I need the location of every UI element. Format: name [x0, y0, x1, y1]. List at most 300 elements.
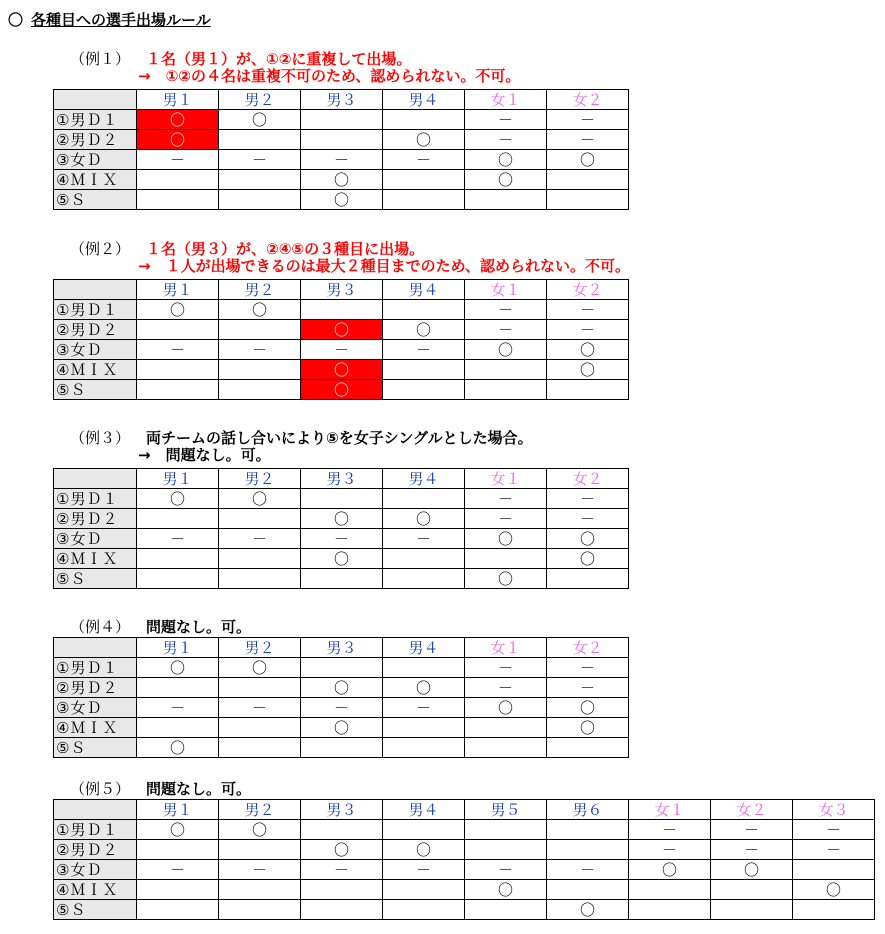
column-header: 男３: [301, 90, 383, 110]
column-header: 男４: [383, 638, 465, 658]
dash-mark: －: [333, 698, 349, 717]
table-cell: [383, 860, 465, 880]
dash-mark: －: [497, 678, 513, 697]
table-cell: [219, 820, 301, 840]
table-cell: [137, 529, 219, 549]
column-header: 男２: [219, 800, 301, 820]
table-cell: [219, 718, 301, 738]
column-header: 男４: [383, 90, 465, 110]
column-header: 男１: [137, 638, 219, 658]
table-row: [54, 738, 629, 758]
column-header: 男１: [137, 800, 219, 820]
dash-mark: －: [579, 130, 595, 149]
table-cell: [383, 150, 465, 170]
dash-mark: －: [251, 698, 267, 717]
table-cell: [137, 110, 219, 130]
table-cell: [219, 340, 301, 360]
example-label: （例５）: [70, 780, 131, 798]
table-cell: [629, 820, 711, 840]
example-heading: [70, 51, 411, 68]
table-cell: [547, 569, 629, 589]
circle-mark: 〇: [579, 718, 595, 737]
dash-mark: －: [251, 529, 267, 548]
table-row: [54, 820, 875, 840]
circle-mark: 〇: [497, 569, 513, 588]
example-heading: [70, 430, 533, 447]
table-cell: [219, 489, 301, 509]
table-cell: [137, 658, 219, 678]
table-row: [54, 509, 629, 529]
circle-mark: 〇: [333, 509, 349, 528]
table-cell: [465, 130, 547, 150]
table-cell: [219, 880, 301, 900]
table-header-row: [54, 800, 875, 820]
table-cell: [137, 150, 219, 170]
table-cell: [137, 569, 219, 589]
table-cell: [547, 860, 629, 880]
circle-mark: 〇: [579, 698, 595, 717]
dash-mark: －: [169, 529, 185, 548]
table-cell: [547, 880, 629, 900]
table-cell: [547, 529, 629, 549]
dash-mark: －: [333, 860, 349, 879]
dash-mark: －: [825, 840, 841, 859]
table-cell: [383, 840, 465, 860]
table-cell: [219, 860, 301, 880]
column-header: 女１: [465, 469, 547, 489]
dash-mark: －: [333, 340, 349, 359]
table-row: [54, 360, 629, 380]
table-cell: [547, 678, 629, 698]
table-cell: [629, 840, 711, 860]
row-label: ⑤Ｓ: [54, 900, 137, 920]
dash-mark: －: [251, 150, 267, 169]
example-heading: [70, 619, 251, 636]
circle-mark: 〇: [497, 150, 513, 169]
column-header: 男１: [137, 469, 219, 489]
table-row: [54, 300, 629, 320]
row-label: ②男Ｄ２: [54, 320, 137, 340]
table-cell: [301, 820, 383, 840]
dash-mark: －: [579, 509, 595, 528]
table-cell: [137, 718, 219, 738]
table-row: [54, 340, 629, 360]
table-cell: [383, 698, 465, 718]
table-row: [54, 529, 629, 549]
row-label: ②男Ｄ２: [54, 509, 137, 529]
dash-mark: －: [497, 509, 513, 528]
circle-mark: 〇: [251, 110, 267, 129]
table-cell: [219, 380, 301, 400]
table-cell: [793, 880, 875, 900]
circle-mark: 〇: [415, 840, 431, 859]
row-label: ②男Ｄ２: [54, 130, 137, 150]
row-label: ⑤Ｓ: [54, 738, 137, 758]
dash-mark: －: [743, 820, 759, 839]
dash-mark: －: [497, 860, 513, 879]
row-label: ③女Ｄ: [54, 150, 137, 170]
table-cell: [465, 738, 547, 758]
example-label: （例２）: [70, 240, 131, 258]
column-header: 男２: [219, 469, 301, 489]
table-cell: [629, 880, 711, 900]
table-cell: [547, 110, 629, 130]
table-cell: [711, 820, 793, 840]
table-cell: [301, 738, 383, 758]
table-cell: [219, 738, 301, 758]
table-cell: [465, 529, 547, 549]
circle-mark: 〇: [415, 130, 431, 149]
circle-mark: 〇: [169, 658, 185, 677]
table-cell: [547, 170, 629, 190]
table-cell: [465, 190, 547, 210]
table-cell: [383, 529, 465, 549]
table-cell: [219, 320, 301, 340]
column-header: 男２: [219, 280, 301, 300]
table-cell: [547, 150, 629, 170]
table-corner: [54, 800, 137, 820]
table-row: [54, 150, 629, 170]
circle-mark-icon: 〇: [8, 11, 24, 29]
table-cell: [383, 738, 465, 758]
dash-mark: －: [415, 698, 431, 717]
column-header: 男２: [219, 638, 301, 658]
column-header: 男３: [301, 280, 383, 300]
dash-mark: －: [415, 150, 431, 169]
table-cell: [137, 340, 219, 360]
table-header-row: [54, 638, 629, 658]
circle-mark: 〇: [333, 380, 349, 399]
table-row: [54, 170, 629, 190]
table-header-row: [54, 469, 629, 489]
circle-mark: 〇: [497, 170, 513, 189]
dash-mark: －: [497, 110, 513, 129]
row-label: ③女Ｄ: [54, 698, 137, 718]
example-description: １名（男３）が、②④⑤の３種目に出場。: [146, 240, 425, 258]
table-cell: [465, 820, 547, 840]
table-cell: [301, 380, 383, 400]
table-cell: [301, 718, 383, 738]
dash-mark: －: [661, 820, 677, 839]
table-cell: [465, 509, 547, 529]
table-cell: [137, 880, 219, 900]
circle-mark: 〇: [251, 489, 267, 508]
circle-mark: 〇: [661, 860, 677, 879]
circle-mark: 〇: [415, 678, 431, 697]
column-header: 男２: [219, 90, 301, 110]
table-cell: [383, 130, 465, 150]
example-label: （例１）: [70, 50, 131, 68]
table-cell: [547, 130, 629, 150]
table-cell: [383, 320, 465, 340]
table-cell: [301, 170, 383, 190]
dash-mark: －: [169, 340, 185, 359]
row-label: ③女Ｄ: [54, 340, 137, 360]
page-title-text: 各種目への選手出場ルール: [31, 11, 211, 29]
example-description: 問題なし。可。: [146, 618, 252, 636]
table-cell: [465, 658, 547, 678]
lineup-table: [53, 637, 629, 758]
table-cell: [219, 190, 301, 210]
table-header-row: [54, 280, 629, 300]
table-cell: [465, 170, 547, 190]
example-description: １名（男１）が、①②に重複して出場。: [146, 50, 412, 68]
circle-mark: 〇: [333, 170, 349, 189]
table-cell: [137, 820, 219, 840]
circle-mark: 〇: [251, 300, 267, 319]
table-cell: [383, 489, 465, 509]
table-cell: [301, 658, 383, 678]
table-cell: [219, 549, 301, 569]
dash-mark: －: [497, 130, 513, 149]
table-cell: [383, 900, 465, 920]
table-cell: [629, 900, 711, 920]
page-title: [8, 9, 211, 30]
table-row: [54, 380, 629, 400]
table-cell: [219, 360, 301, 380]
dash-mark: －: [579, 489, 595, 508]
circle-mark: 〇: [333, 678, 349, 697]
circle-mark: 〇: [169, 820, 185, 839]
row-label: ⑤Ｓ: [54, 380, 137, 400]
table-cell: [137, 860, 219, 880]
table-cell: [547, 820, 629, 840]
circle-mark: 〇: [333, 840, 349, 859]
table-row: [54, 860, 875, 880]
table-corner: [54, 469, 137, 489]
table-cell: [547, 320, 629, 340]
dash-mark: －: [415, 340, 431, 359]
table-cell: [465, 320, 547, 340]
table-cell: [547, 549, 629, 569]
table-cell: [383, 170, 465, 190]
circle-mark: 〇: [251, 820, 267, 839]
row-label: ①男Ｄ１: [54, 658, 137, 678]
table-cell: [137, 509, 219, 529]
table-cell: [301, 860, 383, 880]
example-description: 問題なし。可。: [146, 780, 252, 798]
table-cell: [547, 840, 629, 860]
circle-mark: 〇: [415, 320, 431, 339]
column-header: 女１: [629, 800, 711, 820]
table-row: [54, 190, 629, 210]
table-cell: [383, 549, 465, 569]
table-cell: [137, 130, 219, 150]
column-header: 女２: [711, 800, 793, 820]
table-cell: [465, 718, 547, 738]
circle-mark: 〇: [333, 549, 349, 568]
table-cell: [465, 678, 547, 698]
circle-mark: 〇: [169, 110, 185, 129]
circle-mark: 〇: [579, 549, 595, 568]
circle-mark: 〇: [497, 698, 513, 717]
example-conclusion: → １人が出場できるのは最大２種目までのため、認められない。不可。: [138, 257, 630, 275]
table-cell: [219, 698, 301, 718]
dash-mark: －: [661, 840, 677, 859]
dash-mark: －: [579, 860, 595, 879]
table-cell: [547, 360, 629, 380]
column-header: 女２: [547, 469, 629, 489]
circle-mark: 〇: [169, 300, 185, 319]
dash-mark: －: [579, 110, 595, 129]
lineup-table: [53, 799, 875, 920]
example-conclusion: → 問題なし。可。: [138, 446, 271, 464]
table-cell: [137, 300, 219, 320]
table-cell: [383, 509, 465, 529]
column-header: 男１: [137, 90, 219, 110]
table-row: [54, 718, 629, 738]
table-cell: [465, 698, 547, 718]
example-label: （例３）: [70, 429, 131, 447]
row-label: ②男Ｄ２: [54, 840, 137, 860]
table-cell: [465, 549, 547, 569]
row-label: ④ＭＩＸ: [54, 549, 137, 569]
table-row: [54, 110, 629, 130]
dash-mark: －: [169, 860, 185, 879]
circle-mark: 〇: [579, 340, 595, 359]
dash-mark: －: [825, 820, 841, 839]
column-header: 男４: [383, 469, 465, 489]
column-header: 男４: [383, 280, 465, 300]
circle-mark: 〇: [251, 658, 267, 677]
dash-mark: －: [415, 529, 431, 548]
row-label: ④ＭＩＸ: [54, 360, 137, 380]
circle-mark: 〇: [333, 360, 349, 379]
table-cell: [219, 529, 301, 549]
table-cell: [547, 489, 629, 509]
circle-mark: 〇: [333, 190, 349, 209]
table-cell: [465, 340, 547, 360]
dash-mark: －: [579, 300, 595, 319]
row-label: ①男Ｄ１: [54, 110, 137, 130]
column-header: 女１: [465, 280, 547, 300]
table-cell: [547, 698, 629, 718]
table-cell: [465, 900, 547, 920]
table-cell: [383, 678, 465, 698]
example-heading: [70, 241, 424, 258]
table-cell: [793, 840, 875, 860]
table-cell: [547, 658, 629, 678]
example-label: （例４）: [70, 618, 131, 636]
lineup-table: [53, 89, 629, 210]
table-cell: [547, 900, 629, 920]
dash-mark: －: [333, 529, 349, 548]
table-cell: [137, 738, 219, 758]
table-cell: [301, 190, 383, 210]
table-cell: [383, 110, 465, 130]
table-cell: [465, 150, 547, 170]
table-cell: [465, 380, 547, 400]
column-header: 男１: [137, 280, 219, 300]
dash-mark: －: [497, 320, 513, 339]
dash-mark: －: [497, 658, 513, 677]
table-cell: [383, 340, 465, 360]
table-row: [54, 320, 629, 340]
table-cell: [301, 509, 383, 529]
column-header: 女１: [465, 90, 547, 110]
table-cell: [383, 360, 465, 380]
circle-mark: 〇: [333, 718, 349, 737]
table-cell: [547, 738, 629, 758]
circle-mark: 〇: [169, 738, 185, 757]
table-cell: [465, 569, 547, 589]
table-cell: [301, 880, 383, 900]
dash-mark: －: [497, 489, 513, 508]
table-cell: [137, 320, 219, 340]
table-row: [54, 880, 875, 900]
table-corner: [54, 90, 137, 110]
table-cell: [711, 840, 793, 860]
column-header: 女３: [793, 800, 875, 820]
circle-mark: 〇: [579, 529, 595, 548]
table-cell: [301, 569, 383, 589]
example-conclusion: → ①②の４名は重複不可のため、認められない。不可。: [138, 67, 521, 85]
row-label: ⑤Ｓ: [54, 190, 137, 210]
column-header: 男３: [301, 638, 383, 658]
circle-mark: 〇: [743, 860, 759, 879]
column-header: 男５: [465, 800, 547, 820]
table-cell: [547, 718, 629, 738]
table-cell: [383, 820, 465, 840]
table-cell: [465, 489, 547, 509]
row-label: ②男Ｄ２: [54, 678, 137, 698]
column-header: 女２: [547, 638, 629, 658]
table-row: [54, 840, 875, 860]
table-cell: [711, 860, 793, 880]
table-cell: [301, 110, 383, 130]
table-cell: [137, 170, 219, 190]
table-cell: [137, 489, 219, 509]
column-header: 男６: [547, 800, 629, 820]
table-cell: [219, 678, 301, 698]
table-cell: [547, 190, 629, 210]
table-cell: [547, 340, 629, 360]
table-corner: [54, 280, 137, 300]
table-cell: [301, 340, 383, 360]
column-header: 男３: [301, 800, 383, 820]
table-cell: [383, 880, 465, 900]
circle-mark: 〇: [579, 150, 595, 169]
table-cell: [301, 900, 383, 920]
table-cell: [219, 170, 301, 190]
table-cell: [219, 658, 301, 678]
circle-mark: 〇: [497, 340, 513, 359]
table-cell: [711, 900, 793, 920]
table-cell: [793, 860, 875, 880]
circle-mark: 〇: [497, 880, 513, 899]
table-row: [54, 569, 629, 589]
table-cell: [137, 900, 219, 920]
table-cell: [547, 509, 629, 529]
dash-mark: －: [251, 340, 267, 359]
table-cell: [301, 698, 383, 718]
circle-mark: 〇: [333, 320, 349, 339]
table-cell: [219, 509, 301, 529]
table-cell: [301, 320, 383, 340]
table-cell: [465, 840, 547, 860]
table-cell: [383, 569, 465, 589]
dash-mark: －: [251, 860, 267, 879]
table-cell: [301, 360, 383, 380]
column-header: 女２: [547, 90, 629, 110]
table-cell: [219, 840, 301, 860]
table-cell: [301, 489, 383, 509]
circle-mark: 〇: [497, 529, 513, 548]
table-cell: [301, 840, 383, 860]
table-row: [54, 658, 629, 678]
table-cell: [465, 300, 547, 320]
column-header: 男３: [301, 469, 383, 489]
